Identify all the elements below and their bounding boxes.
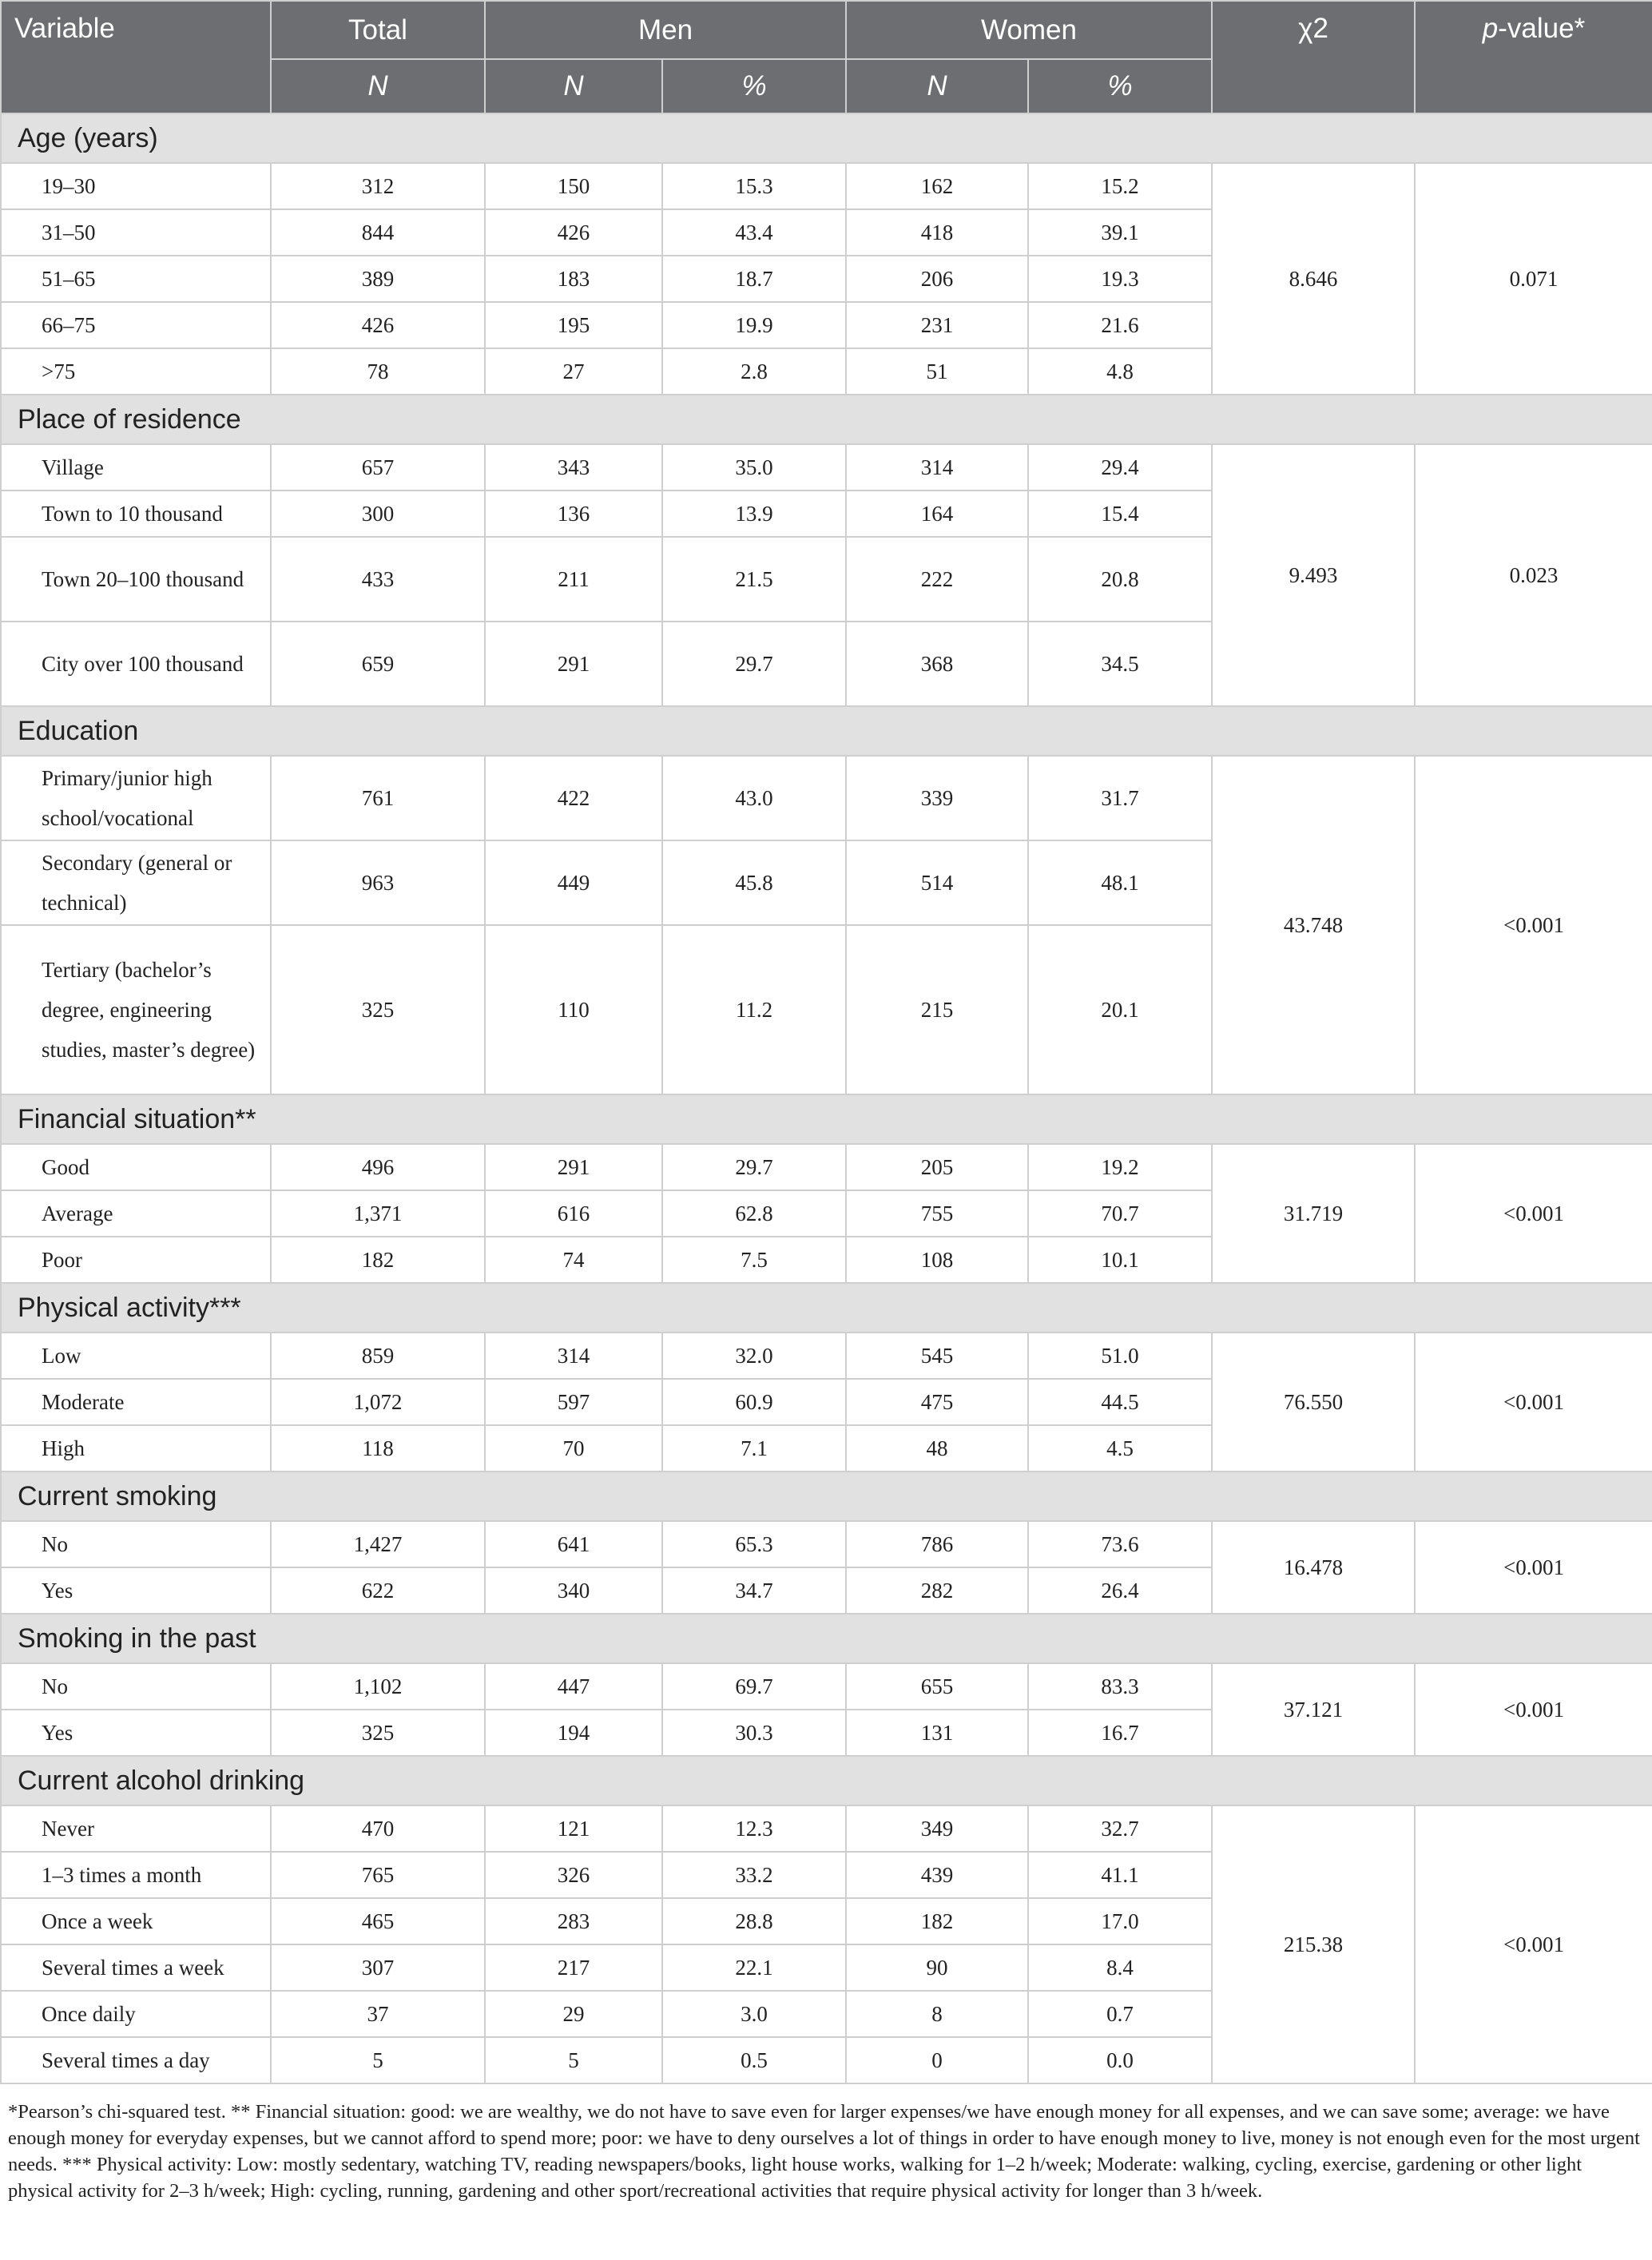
cell-women-pct: 15.4 <box>1028 491 1212 537</box>
cell-men-n: 314 <box>485 1333 662 1379</box>
header-variable: Variable <box>1 1 271 113</box>
row-label: Low <box>1 1333 271 1379</box>
cell-women-n: 786 <box>846 1521 1028 1567</box>
cell-women-pct: 0.0 <box>1028 2037 1212 2083</box>
cell-total-n: 307 <box>271 1944 485 1991</box>
subheader-women-pct: % <box>1028 59 1212 113</box>
cell-men-pct: 21.5 <box>662 537 846 622</box>
cell-total-n: 118 <box>271 1425 485 1472</box>
cell-women-pct: 4.8 <box>1028 348 1212 395</box>
cell-men-n: 326 <box>485 1852 662 1898</box>
cell-women-pct: 19.2 <box>1028 1144 1212 1190</box>
cell-women-pct: 26.4 <box>1028 1567 1212 1614</box>
cell-chi2: 16.478 <box>1212 1521 1415 1614</box>
section-header-row <box>1 113 1652 163</box>
section-header-row <box>1 706 1652 756</box>
cell-women-n: 90 <box>846 1944 1028 1991</box>
cell-men-pct: 0.5 <box>662 2037 846 2083</box>
cell-p-value: <0.001 <box>1415 1663 1652 1756</box>
section-title: Current alcohol drinking <box>1 1756 1652 1805</box>
cell-total-n: 78 <box>271 348 485 395</box>
section-header-row <box>1 1472 1652 1521</box>
cell-women-n: 655 <box>846 1663 1028 1710</box>
cell-women-pct: 29.4 <box>1028 444 1212 491</box>
cell-women-pct: 48.1 <box>1028 840 1212 925</box>
cell-men-pct: 43.4 <box>662 209 846 256</box>
row-label: Tertiary (bachelor’s degree, engineering studies, master’s degree) <box>1 925 271 1094</box>
cell-women-n: 205 <box>846 1144 1028 1190</box>
cell-total-n: 325 <box>271 925 485 1094</box>
row-label: Never <box>1 1805 271 1852</box>
table-body <box>1 113 1652 2083</box>
row-label: Several times a week <box>1 1944 271 1991</box>
cell-men-n: 74 <box>485 1237 662 1283</box>
cell-women-n: 475 <box>846 1379 1028 1425</box>
row-label: Poor <box>1 1237 271 1283</box>
cell-total-n: 5 <box>271 2037 485 2083</box>
table-row <box>1 1805 1652 1852</box>
section-header-row <box>1 395 1652 444</box>
cell-men-pct: 43.0 <box>662 756 846 840</box>
cell-total-n: 859 <box>271 1333 485 1379</box>
section-title: Physical activity*** <box>1 1283 1652 1333</box>
cell-women-n: 755 <box>846 1190 1028 1237</box>
table-row <box>1 1663 1652 1710</box>
section-title: Financial situation** <box>1 1094 1652 1144</box>
cell-men-n: 183 <box>485 256 662 302</box>
cell-total-n: 426 <box>271 302 485 348</box>
cell-p-value: 0.023 <box>1415 444 1652 706</box>
cell-men-n: 110 <box>485 925 662 1094</box>
cell-women-pct: 34.5 <box>1028 622 1212 706</box>
cell-women-pct: 16.7 <box>1028 1710 1212 1756</box>
cell-women-pct: 0.7 <box>1028 1991 1212 2037</box>
cell-total-n: 765 <box>271 1852 485 1898</box>
cell-men-n: 597 <box>485 1379 662 1425</box>
cell-women-n: 339 <box>846 756 1028 840</box>
cell-women-pct: 8.4 <box>1028 1944 1212 1991</box>
cell-men-n: 70 <box>485 1425 662 1472</box>
cell-chi2: 43.748 <box>1212 756 1415 1094</box>
cell-women-n: 349 <box>846 1805 1028 1852</box>
cell-total-n: 389 <box>271 256 485 302</box>
cell-women-n: 206 <box>846 256 1028 302</box>
cell-women-pct: 39.1 <box>1028 209 1212 256</box>
cell-total-n: 761 <box>271 756 485 840</box>
section-title: Place of residence <box>1 395 1652 444</box>
row-label: Town to 10 thousand <box>1 491 271 537</box>
row-label: Several times a day <box>1 2037 271 2083</box>
cell-women-pct: 31.7 <box>1028 756 1212 840</box>
section-title: Education <box>1 706 1652 756</box>
cell-total-n: 300 <box>271 491 485 537</box>
row-label: 51–65 <box>1 256 271 302</box>
cell-women-n: 368 <box>846 622 1028 706</box>
cell-women-pct: 51.0 <box>1028 1333 1212 1379</box>
cell-men-pct: 60.9 <box>662 1379 846 1425</box>
subheader-men-pct: % <box>662 59 846 113</box>
cell-women-n: 108 <box>846 1237 1028 1283</box>
cell-men-pct: 22.1 <box>662 1944 846 1991</box>
row-label: Good <box>1 1144 271 1190</box>
cell-total-n: 1,102 <box>271 1663 485 1710</box>
cell-men-pct: 11.2 <box>662 925 846 1094</box>
row-label: City over 100 thousand <box>1 622 271 706</box>
cell-total-n: 659 <box>271 622 485 706</box>
cell-men-pct: 62.8 <box>662 1190 846 1237</box>
cell-men-pct: 18.7 <box>662 256 846 302</box>
cell-total-n: 1,427 <box>271 1521 485 1567</box>
subheader-men-n: N <box>485 59 662 113</box>
table-row <box>1 444 1652 491</box>
cell-men-pct: 34.7 <box>662 1567 846 1614</box>
cell-women-n: 439 <box>846 1852 1028 1898</box>
row-label: Village <box>1 444 271 491</box>
cell-p-value: <0.001 <box>1415 1521 1652 1614</box>
cell-women-pct: 32.7 <box>1028 1805 1212 1852</box>
cell-women-pct: 41.1 <box>1028 1852 1212 1898</box>
cell-women-n: 8 <box>846 1991 1028 2037</box>
cell-women-pct: 15.2 <box>1028 163 1212 209</box>
row-label: Primary/junior high school/vocational <box>1 756 271 840</box>
cell-men-n: 447 <box>485 1663 662 1710</box>
header-p-letter: p <box>1482 13 1499 44</box>
cell-men-pct: 29.7 <box>662 622 846 706</box>
cell-chi2: 76.550 <box>1212 1333 1415 1472</box>
cell-women-n: 162 <box>846 163 1028 209</box>
cell-women-n: 282 <box>846 1567 1028 1614</box>
cell-women-pct: 21.6 <box>1028 302 1212 348</box>
cell-men-n: 616 <box>485 1190 662 1237</box>
cell-total-n: 657 <box>271 444 485 491</box>
cell-p-value: <0.001 <box>1415 1333 1652 1472</box>
cell-women-n: 131 <box>846 1710 1028 1756</box>
cell-men-pct: 7.1 <box>662 1425 846 1472</box>
cell-total-n: 470 <box>271 1805 485 1852</box>
cell-women-n: 545 <box>846 1333 1028 1379</box>
cell-men-pct: 12.3 <box>662 1805 846 1852</box>
header-chi2: χ2 <box>1212 1 1415 113</box>
cell-total-n: 1,072 <box>271 1379 485 1425</box>
table-footnote: *Pearson’s chi-squared test. ** Financial situation: good: we are wealthy, we do not have to save even for larger expenses/we have enough money for all expenses, and we can save some; average: we have enough money for everyday expenses, but we cannot afford to spend more; poor: we have to deny ourselves a lot of things in order to have enough money to live, money is not enough even for the most urgent needs. *** Physical activity: Low: mostly sedentary, watching TV, reading newspapers/books, light house works, walking for 1–2 h/week; Moderate: walking, cycling, exercise, gardening or other light physical activity for 2–3 h/week; High: cycling, running, gardening and other sport/recreational activities that require physical activity for longer than 3 h/week. <box>8 2101 1640 2202</box>
cell-men-pct: 35.0 <box>662 444 846 491</box>
cell-men-n: 641 <box>485 1521 662 1567</box>
cell-men-pct: 7.5 <box>662 1237 846 1283</box>
cell-total-n: 844 <box>271 209 485 256</box>
cell-women-pct: 70.7 <box>1028 1190 1212 1237</box>
table-row <box>1 163 1652 209</box>
cell-men-n: 150 <box>485 163 662 209</box>
row-label: Moderate <box>1 1379 271 1425</box>
header-women: Women <box>846 1 1212 59</box>
row-label: Average <box>1 1190 271 1237</box>
row-label: Town 20–100 thousand <box>1 537 271 622</box>
cell-men-pct: 15.3 <box>662 163 846 209</box>
cell-men-n: 121 <box>485 1805 662 1852</box>
cell-women-pct: 73.6 <box>1028 1521 1212 1567</box>
cell-women-pct: 20.8 <box>1028 537 1212 622</box>
cell-total-n: 433 <box>271 537 485 622</box>
cell-men-pct: 65.3 <box>662 1521 846 1567</box>
cell-men-n: 5 <box>485 2037 662 2083</box>
row-label: 31–50 <box>1 209 271 256</box>
row-label: 1–3 times a month <box>1 1852 271 1898</box>
cell-women-n: 0 <box>846 2037 1028 2083</box>
cell-men-n: 217 <box>485 1944 662 1991</box>
cell-p-value: <0.001 <box>1415 1144 1652 1283</box>
subheader-total-n: N <box>271 59 485 113</box>
cell-women-n: 418 <box>846 209 1028 256</box>
section-title: Smoking in the past <box>1 1614 1652 1663</box>
cell-men-n: 449 <box>485 840 662 925</box>
cell-women-pct: 17.0 <box>1028 1898 1212 1944</box>
header-total: Total <box>271 1 485 59</box>
section-header-row <box>1 1094 1652 1144</box>
cell-women-n: 222 <box>846 537 1028 622</box>
table-row <box>1 1144 1652 1190</box>
cell-men-n: 136 <box>485 491 662 537</box>
cell-men-n: 291 <box>485 622 662 706</box>
cell-men-pct: 32.0 <box>662 1333 846 1379</box>
cell-women-pct: 10.1 <box>1028 1237 1212 1283</box>
cell-men-pct: 2.8 <box>662 348 846 395</box>
cell-p-value: <0.001 <box>1415 1805 1652 2083</box>
table-row <box>1 1333 1652 1379</box>
row-label: Once daily <box>1 1991 271 2037</box>
cell-men-n: 194 <box>485 1710 662 1756</box>
subheader-women-n: N <box>846 59 1028 113</box>
cell-total-n: 182 <box>271 1237 485 1283</box>
cell-chi2: 8.646 <box>1212 163 1415 395</box>
row-label: >75 <box>1 348 271 395</box>
header-p-suffix: -value* <box>1498 13 1586 44</box>
cell-women-n: 164 <box>846 491 1028 537</box>
cell-total-n: 37 <box>271 1991 485 2037</box>
cell-men-pct: 28.8 <box>662 1898 846 1944</box>
row-label: 19–30 <box>1 163 271 209</box>
cell-women-n: 215 <box>846 925 1028 1094</box>
cell-women-pct: 44.5 <box>1028 1379 1212 1425</box>
cell-total-n: 465 <box>271 1898 485 1944</box>
table-row <box>1 1521 1652 1567</box>
cell-men-pct: 13.9 <box>662 491 846 537</box>
section-header-row <box>1 1756 1652 1805</box>
cell-men-n: 422 <box>485 756 662 840</box>
cell-total-n: 963 <box>271 840 485 925</box>
cell-p-value: <0.001 <box>1415 756 1652 1094</box>
row-label: Once a week <box>1 1898 271 1944</box>
cell-chi2: 9.493 <box>1212 444 1415 706</box>
cell-men-n: 426 <box>485 209 662 256</box>
table-row <box>1 756 1652 840</box>
cell-chi2: 31.719 <box>1212 1144 1415 1283</box>
header-men: Men <box>485 1 846 59</box>
cell-total-n: 496 <box>271 1144 485 1190</box>
cell-men-n: 340 <box>485 1567 662 1614</box>
cell-men-n: 343 <box>485 444 662 491</box>
cell-total-n: 1,371 <box>271 1190 485 1237</box>
row-label: No <box>1 1663 271 1710</box>
cell-men-n: 283 <box>485 1898 662 1944</box>
cell-total-n: 622 <box>271 1567 485 1614</box>
row-label: Yes <box>1 1710 271 1756</box>
row-label: High <box>1 1425 271 1472</box>
cell-men-pct: 69.7 <box>662 1663 846 1710</box>
cell-men-n: 195 <box>485 302 662 348</box>
section-title: Current smoking <box>1 1472 1652 1521</box>
cell-chi2: 37.121 <box>1212 1663 1415 1756</box>
cell-men-pct: 19.9 <box>662 302 846 348</box>
row-label: Yes <box>1 1567 271 1614</box>
section-header-row <box>1 1614 1652 1663</box>
section-title: Age (years) <box>1 113 1652 163</box>
header-p-value <box>1415 1 1652 113</box>
cell-total-n: 312 <box>271 163 485 209</box>
row-label: 66–75 <box>1 302 271 348</box>
cell-women-n: 231 <box>846 302 1028 348</box>
cell-chi2: 215.38 <box>1212 1805 1415 2083</box>
cell-women-n: 514 <box>846 840 1028 925</box>
section-header-row <box>1 1283 1652 1333</box>
cell-men-pct: 45.8 <box>662 840 846 925</box>
cell-men-n: 291 <box>485 1144 662 1190</box>
table-header <box>1 1 1652 113</box>
cell-men-pct: 33.2 <box>662 1852 846 1898</box>
cell-men-n: 211 <box>485 537 662 622</box>
cell-men-n: 27 <box>485 348 662 395</box>
cell-women-n: 48 <box>846 1425 1028 1472</box>
cell-women-n: 51 <box>846 348 1028 395</box>
row-label: Secondary (general or technical) <box>1 840 271 925</box>
cell-men-pct: 30.3 <box>662 1710 846 1756</box>
row-label: No <box>1 1521 271 1567</box>
cell-women-n: 182 <box>846 1898 1028 1944</box>
cell-women-pct: 83.3 <box>1028 1663 1212 1710</box>
cell-women-pct: 20.1 <box>1028 925 1212 1094</box>
cell-men-pct: 29.7 <box>662 1144 846 1190</box>
cell-women-n: 314 <box>846 444 1028 491</box>
cell-p-value: 0.071 <box>1415 163 1652 395</box>
cell-women-pct: 4.5 <box>1028 1425 1212 1472</box>
cell-women-pct: 19.3 <box>1028 256 1212 302</box>
cell-men-pct: 3.0 <box>662 1991 846 2037</box>
cell-men-n: 29 <box>485 1991 662 2037</box>
cell-total-n: 325 <box>271 1710 485 1756</box>
